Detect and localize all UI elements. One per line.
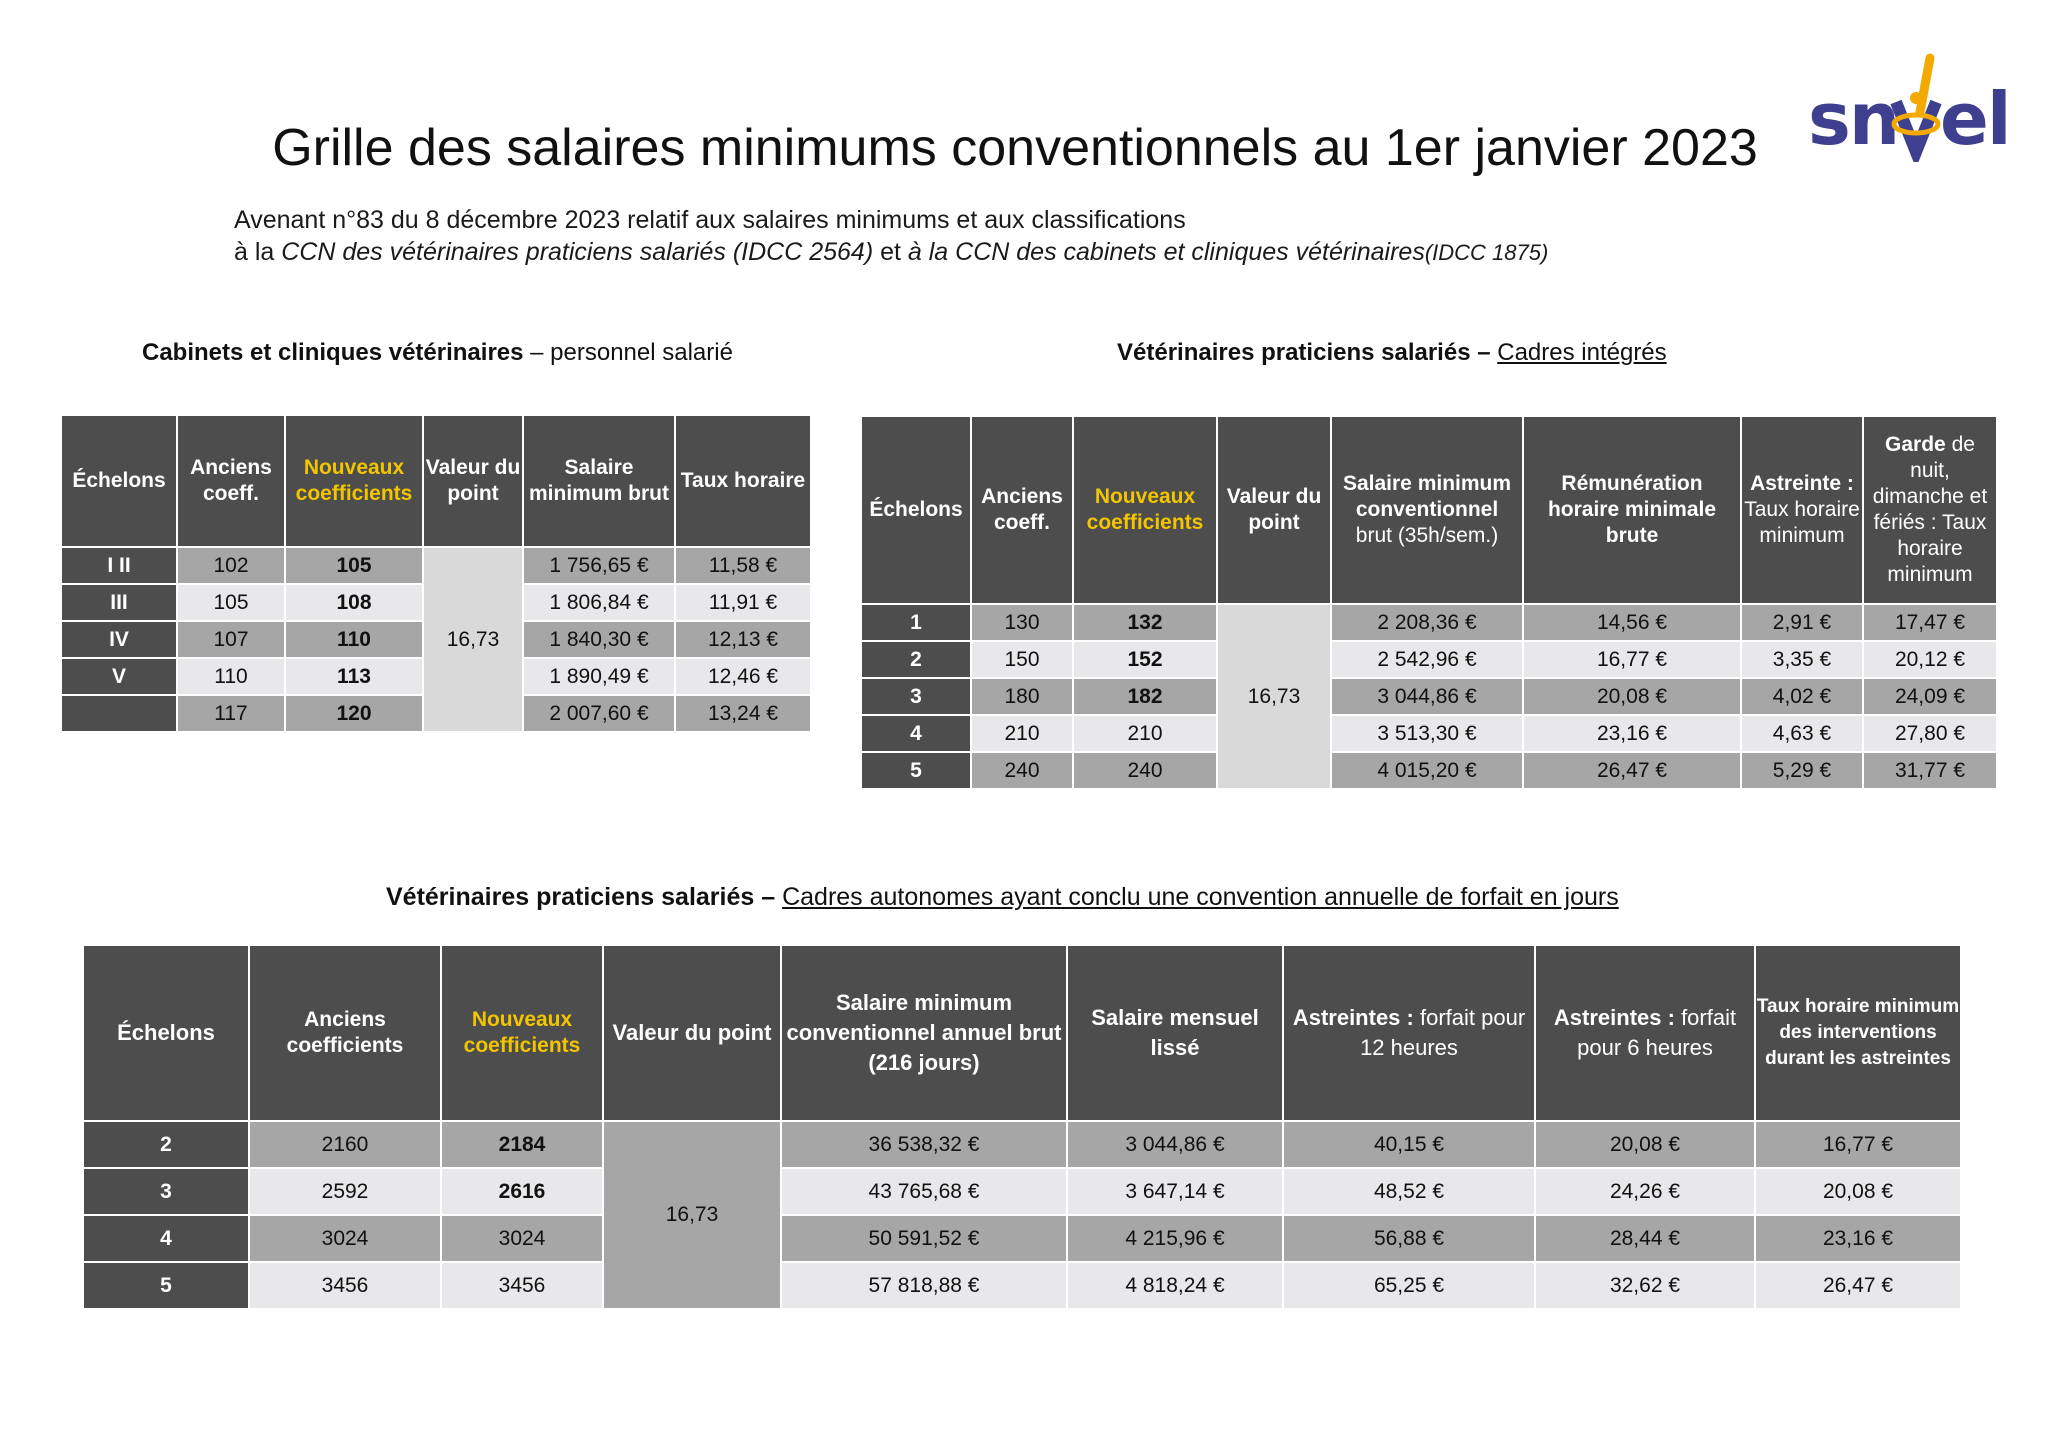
table-row <box>861 752 1997 789</box>
nouveau-cell: 113 <box>285 658 423 695</box>
salaire-cell: 2 208,36 € <box>1331 604 1523 641</box>
header-garde-bold: Garde <box>1885 433 1946 456</box>
table3-title-bold: Vétérinaires praticiens salariés – <box>386 883 783 911</box>
salaire-cell: 1 756,65 € <box>523 547 675 584</box>
valeur-point-cell: 16,73 <box>1217 604 1331 789</box>
taux-cell: 11,91 € <box>675 584 811 621</box>
echelon-cell: 1 <box>861 604 971 641</box>
header-astreintes-6h <box>1535 945 1755 1121</box>
subtitle-line-1: Avenant n°83 du 8 décembre 2023 relatif aux salaires minimums et aux classifications <box>234 206 1186 234</box>
astreinte-6h-cell: 20,08 € <box>1535 1121 1755 1168</box>
ancien-cell: 210 <box>971 715 1073 752</box>
table2-title-bold: Vétérinaires praticiens salariés – <box>1117 339 1498 366</box>
header-salaire-normal: brut (35h/sem.) <box>1355 524 1499 547</box>
subtitle-line-2 <box>234 238 1548 267</box>
astreinte-6h-cell: 32,62 € <box>1535 1262 1755 1309</box>
header-astreinte-bold: Astreinte : <box>1750 472 1854 495</box>
ancien-cell: 130 <box>971 604 1073 641</box>
salaire-cell: 43 765,68 € <box>781 1168 1067 1215</box>
header-salaire-bold: Salaire minimum conventionnel <box>1342 472 1512 521</box>
garde-cell: 24,09 € <box>1863 678 1997 715</box>
ancien-cell: 2592 <box>249 1168 441 1215</box>
table2-title <box>1117 339 1667 367</box>
subtitle-text: à la <box>234 238 282 266</box>
header-echelons: Échelons <box>861 416 971 604</box>
subtitle-idcc-1875: (IDCC 1875) <box>1424 240 1549 265</box>
header-valeur: Valeur du point <box>603 945 781 1121</box>
echelon-cell: I II <box>61 547 177 584</box>
taux-cell: 12,13 € <box>675 621 811 658</box>
table3-title-underline: Cadres autonomes ayant conclu une convention annuelle de forfait en jours <box>782 883 1619 911</box>
nouveau-cell: 110 <box>285 621 423 658</box>
table1-title-rest: – personnel salarié <box>523 339 733 366</box>
salaire-cell: 2 007,60 € <box>523 695 675 732</box>
taux-cell: 12,46 € <box>675 658 811 695</box>
table-row <box>861 715 1997 752</box>
salaire-cell: 1 840,30 € <box>523 621 675 658</box>
garde-cell: 31,77 € <box>1863 752 1997 789</box>
header-astr6-bold: Astreintes : <box>1553 1005 1675 1030</box>
ancien-cell: 240 <box>971 752 1073 789</box>
astreinte-12h-cell: 40,15 € <box>1283 1121 1535 1168</box>
header-anciens: Anciens coeff. <box>971 416 1073 604</box>
valeur-point-cell: 16,73 <box>423 547 523 732</box>
table1-title-bold: Cabinets et cliniques vétérinaires <box>142 339 524 366</box>
astreinte-cell: 4,63 € <box>1741 715 1863 752</box>
table-row <box>861 678 1997 715</box>
astreinte-cell: 2,91 € <box>1741 604 1863 641</box>
mensuel-cell: 4 818,24 € <box>1067 1262 1283 1309</box>
salaire-cell: 50 591,52 € <box>781 1215 1067 1262</box>
table1 <box>60 414 812 733</box>
salaire-cell: 4 015,20 € <box>1331 752 1523 789</box>
mensuel-cell: 4 215,96 € <box>1067 1215 1283 1262</box>
taux-cell: 16,77 € <box>1755 1121 1961 1168</box>
astreinte-6h-cell: 28,44 € <box>1535 1215 1755 1262</box>
echelon-cell <box>61 695 177 732</box>
table-row <box>83 1262 1961 1309</box>
echelon-cell: III <box>61 584 177 621</box>
table-row <box>61 547 811 584</box>
table-row <box>83 1121 1961 1168</box>
table-row <box>83 1168 1961 1215</box>
salaire-cell: 57 818,88 € <box>781 1262 1067 1309</box>
ancien-cell: 107 <box>177 621 285 658</box>
salaire-cell: 36 538,32 € <box>781 1121 1067 1168</box>
ancien-cell: 3024 <box>249 1215 441 1262</box>
header-taux-horaire: Taux horaire minimum des interventions durant les astreintes <box>1755 945 1961 1121</box>
ancien-cell: 150 <box>971 641 1073 678</box>
page-title: Grille des salaires minimums conventionnels au 1er janvier 2023 <box>272 119 1758 177</box>
svg-text:el: el <box>1940 77 2010 161</box>
astreinte-cell: 4,02 € <box>1741 678 1863 715</box>
ancien-cell: 105 <box>177 584 285 621</box>
remuneration-cell: 14,56 € <box>1523 604 1741 641</box>
nouveau-cell: 3024 <box>441 1215 603 1262</box>
header-valeur: Valeur du point <box>1217 416 1331 604</box>
nouveau-cell: 108 <box>285 584 423 621</box>
nouveau-cell: 2616 <box>441 1168 603 1215</box>
astreinte-cell: 3,35 € <box>1741 641 1863 678</box>
header-echelons: Échelons <box>61 415 177 547</box>
astreinte-12h-cell: 48,52 € <box>1283 1168 1535 1215</box>
table1-title <box>142 339 733 367</box>
echelon-cell: IV <box>61 621 177 658</box>
taux-cell: 11,58 € <box>675 547 811 584</box>
header-garde-normal: de nuit, dimanche et fériés : Taux horaire minimum <box>1872 433 1988 586</box>
salaire-cell: 1 806,84 € <box>523 584 675 621</box>
garde-cell: 27,80 € <box>1863 715 1997 752</box>
mensuel-cell: 3 647,14 € <box>1067 1168 1283 1215</box>
nouveau-cell: 2184 <box>441 1121 603 1168</box>
remuneration-cell: 16,77 € <box>1523 641 1741 678</box>
remuneration-cell: 20,08 € <box>1523 678 1741 715</box>
header-astr12-bold: Astreintes : <box>1292 1005 1414 1030</box>
table2-title-underline: Cadres intégrés <box>1497 339 1667 366</box>
header-salaire: Salaire minimum conventionnel annuel brut (216 jours) <box>781 945 1067 1121</box>
echelon-cell: 2 <box>861 641 971 678</box>
nouveau-cell: 105 <box>285 547 423 584</box>
echelon-cell: 4 <box>861 715 971 752</box>
snvel-logo <box>1808 52 2018 162</box>
astreinte-cell: 5,29 € <box>1741 752 1863 789</box>
salaire-cell: 3 513,30 € <box>1331 715 1523 752</box>
nouveau-cell: 210 <box>1073 715 1217 752</box>
nouveau-cell: 120 <box>285 695 423 732</box>
nouveau-cell: 182 <box>1073 678 1217 715</box>
ancien-cell: 3456 <box>249 1262 441 1309</box>
header-astreintes-12h <box>1283 945 1535 1121</box>
echelon-cell: 3 <box>861 678 971 715</box>
header-astreinte-normal: Taux horaire minimum <box>1744 498 1860 547</box>
remuneration-cell: 23,16 € <box>1523 715 1741 752</box>
salaire-cell: 1 890,49 € <box>523 658 675 695</box>
table2 <box>860 415 1998 790</box>
header-salaire: Salaire minimum brut <box>523 415 675 547</box>
header-nouveaux: Nouveaux coefficients <box>441 945 603 1121</box>
taux-cell: 26,47 € <box>1755 1262 1961 1309</box>
subtitle-ccn-1875: à la CCN des cabinets et cliniques vétérinaires <box>907 238 1425 266</box>
ancien-cell: 110 <box>177 658 285 695</box>
header-valeur: Valeur du point <box>423 415 523 547</box>
echelon-cell: 4 <box>83 1215 249 1262</box>
header-anciens: Anciens coeff. <box>177 415 285 547</box>
taux-cell: 23,16 € <box>1755 1215 1961 1262</box>
header-astreinte <box>1741 416 1863 604</box>
echelon-cell: 3 <box>83 1168 249 1215</box>
ancien-cell: 102 <box>177 547 285 584</box>
astreinte-12h-cell: 56,88 € <box>1283 1215 1535 1262</box>
header-salaire <box>1331 416 1523 604</box>
mensuel-cell: 3 044,86 € <box>1067 1121 1283 1168</box>
echelon-cell: V <box>61 658 177 695</box>
header-garde <box>1863 416 1997 604</box>
table3-title <box>386 883 1619 912</box>
subtitle-text: et <box>873 238 908 266</box>
header-nouveaux: Nouveaux coefficients <box>285 415 423 547</box>
astreinte-6h-cell: 24,26 € <box>1535 1168 1755 1215</box>
nouveau-cell: 3456 <box>441 1262 603 1309</box>
header-astr6-normal: forfait pour 6 heures <box>1577 1005 1737 1060</box>
nouveau-cell: 240 <box>1073 752 1217 789</box>
ancien-cell: 2160 <box>249 1121 441 1168</box>
nouveau-cell: 152 <box>1073 641 1217 678</box>
svg-text:sn: sn <box>1808 77 1899 161</box>
header-echelons: Échelons <box>83 945 249 1121</box>
table-row <box>861 604 1997 641</box>
header-taux: Taux horaire <box>675 415 811 547</box>
nouveau-cell: 132 <box>1073 604 1217 641</box>
remuneration-cell: 26,47 € <box>1523 752 1741 789</box>
table3 <box>82 944 1962 1310</box>
echelon-cell: 5 <box>861 752 971 789</box>
valeur-point-cell: 16,73 <box>603 1121 781 1309</box>
header-anciens: Anciens coefficients <box>249 945 441 1121</box>
taux-cell: 13,24 € <box>675 695 811 732</box>
astreinte-12h-cell: 65,25 € <box>1283 1262 1535 1309</box>
ancien-cell: 180 <box>971 678 1073 715</box>
echelon-cell: 5 <box>83 1262 249 1309</box>
garde-cell: 20,12 € <box>1863 641 1997 678</box>
header-mensuel: Salaire mensuel lissé <box>1067 945 1283 1121</box>
echelon-cell: 2 <box>83 1121 249 1168</box>
ancien-cell: 117 <box>177 695 285 732</box>
garde-cell: 17,47 € <box>1863 604 1997 641</box>
header-nouveaux: Nouveaux coefficients <box>1073 416 1217 604</box>
salaire-cell: 3 044,86 € <box>1331 678 1523 715</box>
table-row <box>83 1215 1961 1262</box>
subtitle-ccn-2564: CCN des vétérinaires praticiens salariés (IDCC 2564) <box>281 238 874 266</box>
salaire-cell: 2 542,96 € <box>1331 641 1523 678</box>
header-astr12-normal: forfait pour 12 heures <box>1360 1005 1526 1060</box>
taux-cell: 20,08 € <box>1755 1168 1961 1215</box>
header-remuneration: Rémunération horaire minimale brute <box>1523 416 1741 604</box>
table-row <box>861 641 1997 678</box>
